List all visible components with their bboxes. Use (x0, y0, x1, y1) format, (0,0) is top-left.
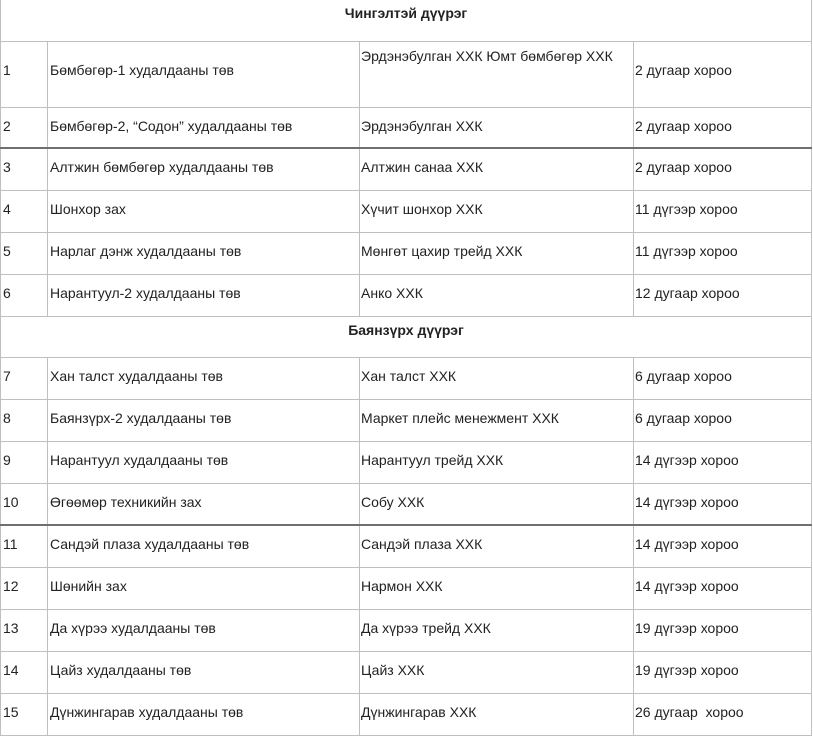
market-name: Бөмбөгөр-2, “Содон” худалдааны төв (48, 107, 360, 148)
market-name: Бөмбөгөр-1 худалдааны төв (48, 41, 360, 107)
row-number: 6 (1, 274, 48, 316)
row-number: 9 (1, 441, 48, 483)
table-row (1, 399, 812, 441)
market-name: Цайз худалдааны төв (48, 651, 360, 693)
khoroo: 11 дүгээр хороо (634, 190, 812, 232)
company-name: Сандэй плаза ХХК (360, 525, 634, 567)
row-number: 11 (1, 525, 48, 567)
section-title: Баянзүрх дүүрэг (1, 316, 812, 357)
khoroo: 14 дүгээр хороо (634, 525, 812, 567)
table-row (1, 357, 812, 399)
company-name: Хүчит шонхор ХХК (360, 190, 634, 232)
company-name: Цайз ХХК (360, 651, 634, 693)
row-number: 1 (1, 41, 48, 107)
company-name: Нармон ХХК (360, 567, 634, 609)
khoroo: 12 дугаар хороо (634, 274, 812, 316)
row-number: 14 (1, 651, 48, 693)
company-name: Маркет плейс менежмент ХХК (360, 399, 634, 441)
row-number: 3 (1, 148, 48, 190)
khoroo: 2 дугаар хороо (634, 148, 812, 190)
table-row (1, 232, 812, 274)
table-row (1, 190, 812, 232)
table-row (1, 651, 812, 693)
khoroo: 6 дугаар хороо (634, 399, 812, 441)
table-row (1, 441, 812, 483)
section-header-chingeltei (1, 0, 812, 41)
row-number: 2 (1, 107, 48, 148)
section-title: Чингэлтэй дүүрэг (1, 0, 812, 41)
market-name: Нарантуул-2 худалдааны төв (48, 274, 360, 316)
company-name: Да хүрээ трейд ХХК (360, 609, 634, 651)
table-row (1, 107, 812, 148)
market-name: Нарантуул худалдааны төв (48, 441, 360, 483)
khoroo: 2 дугаар хороо (634, 107, 812, 148)
row-number: 15 (1, 693, 48, 735)
khoroo: 14 дүгээр хороо (634, 483, 812, 525)
company-name: Эрдэнэбулган ХХК (360, 107, 634, 148)
market-name: Баянзүрх-2 худалдааны төв (48, 399, 360, 441)
section-header-bayanzurkh (1, 316, 812, 357)
company-name: Анко ХХК (360, 274, 634, 316)
table-row (1, 525, 812, 567)
company-name (360, 41, 634, 107)
row-number: 12 (1, 567, 48, 609)
company-name: Нарантуул трейд ХХК (360, 441, 634, 483)
row-number: 7 (1, 357, 48, 399)
market-name: Да хүрээ худалдааны төв (48, 609, 360, 651)
khoroo: 26 дугаар хороо (634, 693, 812, 735)
company-name-main: Эрдэнэбулган ХХК (361, 47, 483, 64)
table-row (1, 41, 812, 107)
khoroo: 14 дүгээр хороо (634, 441, 812, 483)
market-name: Нарлаг дэнж худалдааны төв (48, 232, 360, 274)
table-row (1, 693, 812, 735)
market-name: Сандэй плаза худалдааны төв (48, 525, 360, 567)
khoroo: 14 дүгээр хороо (634, 567, 812, 609)
company-name-extra: Юмт бөмбөгөр ХХК (486, 47, 613, 64)
table-row (1, 567, 812, 609)
table-row (1, 148, 812, 190)
khoroo: 11 дүгээр хороо (634, 232, 812, 274)
market-name: Алтжин бөмбөгөр худалдааны төв (48, 148, 360, 190)
table-row (1, 609, 812, 651)
market-name: Шөнийн зах (48, 567, 360, 609)
row-number: 5 (1, 232, 48, 274)
company-name: Собу ХХК (360, 483, 634, 525)
row-number: 13 (1, 609, 48, 651)
market-name: Дүнжингарав худалдааны төв (48, 693, 360, 735)
row-number: 8 (1, 399, 48, 441)
khoroo: 6 дугаар хороо (634, 357, 812, 399)
company-name: Хан талст ХХК (360, 357, 634, 399)
table-row (1, 274, 812, 316)
market-name: Шонхор зах (48, 190, 360, 232)
company-name: Дүнжингарав ХХК (360, 693, 634, 735)
table-row (1, 483, 812, 525)
market-name: Хан талст худалдааны төв (48, 357, 360, 399)
row-number: 4 (1, 190, 48, 232)
row-number: 10 (1, 483, 48, 525)
market-name: Өгөөмөр техникийн зах (48, 483, 360, 525)
khoroo: 19 дүгээр хороо (634, 609, 812, 651)
company-name: Мөнгөт цахир трейд ХХК (360, 232, 634, 274)
company-name: Алтжин санаа ХХК (360, 148, 634, 190)
khoroo: 2 дугаар хороо (634, 41, 812, 107)
khoroo: 19 дүгээр хороо (634, 651, 812, 693)
